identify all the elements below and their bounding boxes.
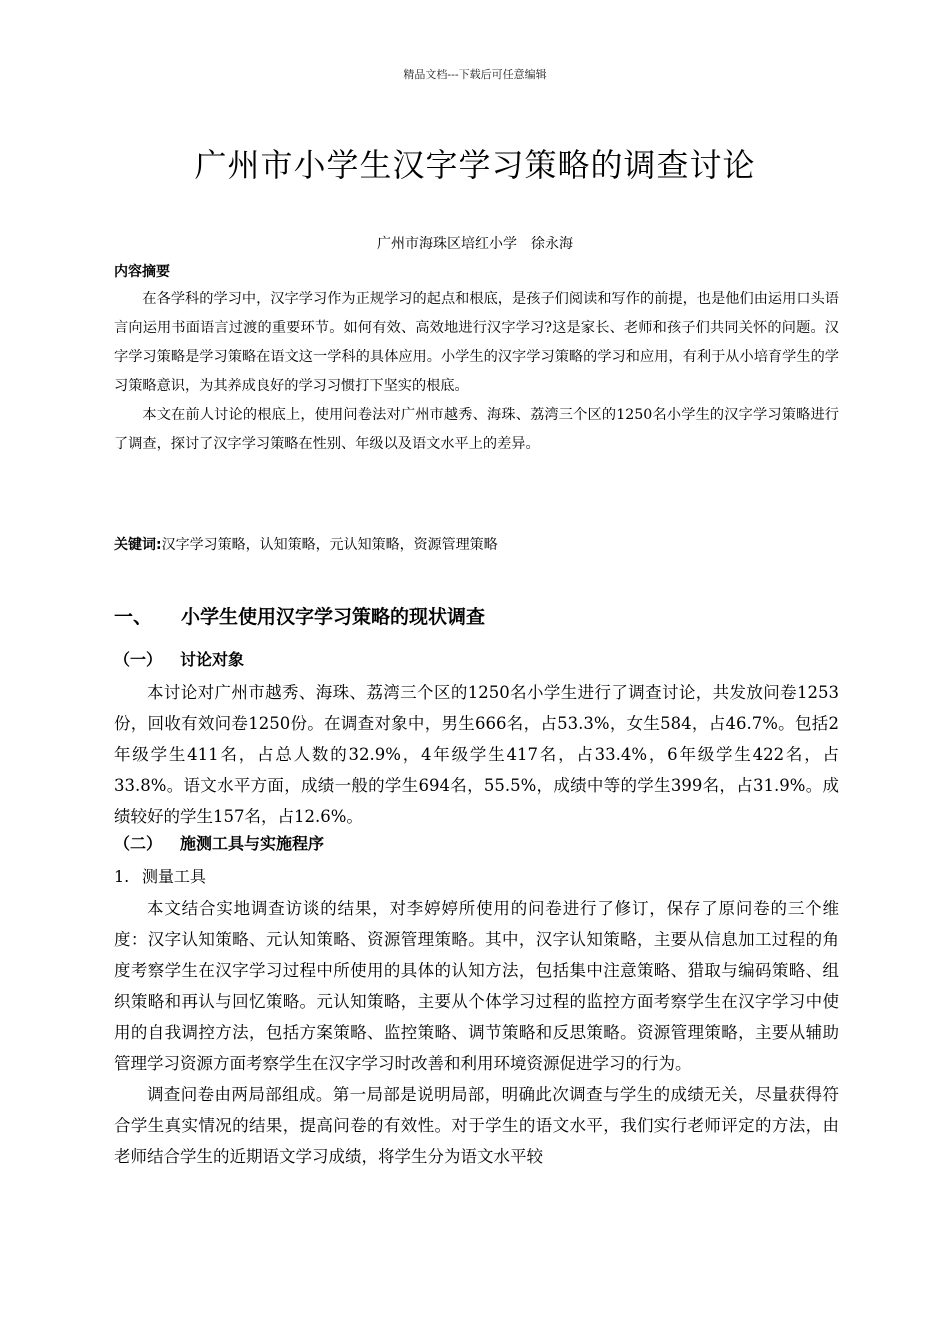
abstract-heading: 内容摘要 (114, 264, 170, 280)
abstract-body (114, 285, 839, 459)
subsection-heading (114, 831, 324, 857)
author-name: 徐永海 (531, 236, 573, 252)
section-heading (114, 603, 485, 631)
subsection-number: （二） (114, 834, 163, 853)
author-line (0, 233, 950, 253)
section-title: 小学生使用汉字学习策略的现状调查 (181, 606, 486, 628)
section-number: 一、 (114, 606, 153, 628)
abstract-paragraph: 在各学科的学习中，汉字学习作为正规学习的起点和根底，是孩子们阅读和写作的前提，也是他们由运用口头语言向运用书面语言过渡的重要环节。如何有效、高效地进行汉字学习?这是家长、老师和孩子们共同关怀的问题。汉字学习策略是学习策略在语文这一学科的具体应用。小学生的汉字学习策略的学习和应用，有利于从小培育学生的学习策略意识，为其养成良好的学习习惯打下坚实的根底。 (114, 291, 839, 394)
subsection-number: （一） (114, 650, 163, 669)
header-note: 精品文档---下载后可任意编辑 (403, 68, 547, 81)
subsection-title: 讨论对象 (180, 650, 245, 669)
item-number: 1. (114, 867, 130, 886)
keywords-text: 汉字学习策略，认知策略，元认知策略，资源管理策略 (161, 537, 498, 553)
abstract-paragraph: 本文在前人讨论的根底上，使用问卷法对广州市越秀、海珠、荔湾三个区的1250名小学生的汉字学习策略进行了调查，探讨了汉字学习策略在性别、年级以及语文水平上的差异。 (114, 407, 839, 452)
subsection-body (114, 677, 839, 832)
author-affiliation: 广州市海珠区培红小学 (377, 236, 517, 252)
body-paragraph: 本文结合实地调查访谈的结果，对李婷婷所使用的问卷进行了修订，保存了原问卷的三个维度：汉字认知策略、元认知策略、资源管理策略。其中，汉字认知策略，主要从信息加工过程的角度考察学生在汉字学习过程中所使用的具体的认知方法，包括集中注意策略、猎取与编码策略、组织策略和再认与回忆策略。元认知策略，主要从个体学习过程的监控方面考察学生在汉字学习中使用的自我调控方法，包括方案策略、监控策略、调节策略和反思策略。资源管理策略，主要从辅助管理学习资源方面考察学生在汉字学习时改善和利用环境资源促进学习的行为。 (114, 899, 839, 1073)
subsection-title: 施测工具与实施程序 (180, 834, 325, 853)
item-heading (114, 864, 206, 890)
subsection-body (114, 893, 839, 1172)
item-title: 测量工具 (142, 867, 207, 886)
keywords (114, 533, 839, 557)
page-title: 广州市小学生汉字学习策略的调查讨论 (194, 146, 756, 184)
body-paragraph: 本讨论对广州市越秀、海珠、荔湾三个区的1250名小学生进行了调查讨论，共发放问卷1253份，回收有效问卷1250份。在调查对象中，男生666名，占53.3%，女生584，占46.7%。包括2年级学生411名，占总人数的32.9%，4年级学生417名，占33.4%，6年级学生422名，占33.8%。语文水平方面，成绩一般的学生694名，55.5%，成绩中等的学生399名，占31.9%。成绩较好的学生157名，占12.6%。 (114, 683, 839, 826)
body-paragraph: 调查问卷由两局部组成。第一局部是说明局部，明确此次调查与学生的成绩无关，尽量获得符合学生真实情况的结果，提高问卷的有效性。对于学生的语文水平，我们实行老师评定的方法，由老师结合学生的近期语文学习成绩，将学生分为语文水平较 (114, 1085, 839, 1166)
subsection-heading (114, 647, 244, 673)
keywords-label: 关键词: (114, 537, 162, 553)
